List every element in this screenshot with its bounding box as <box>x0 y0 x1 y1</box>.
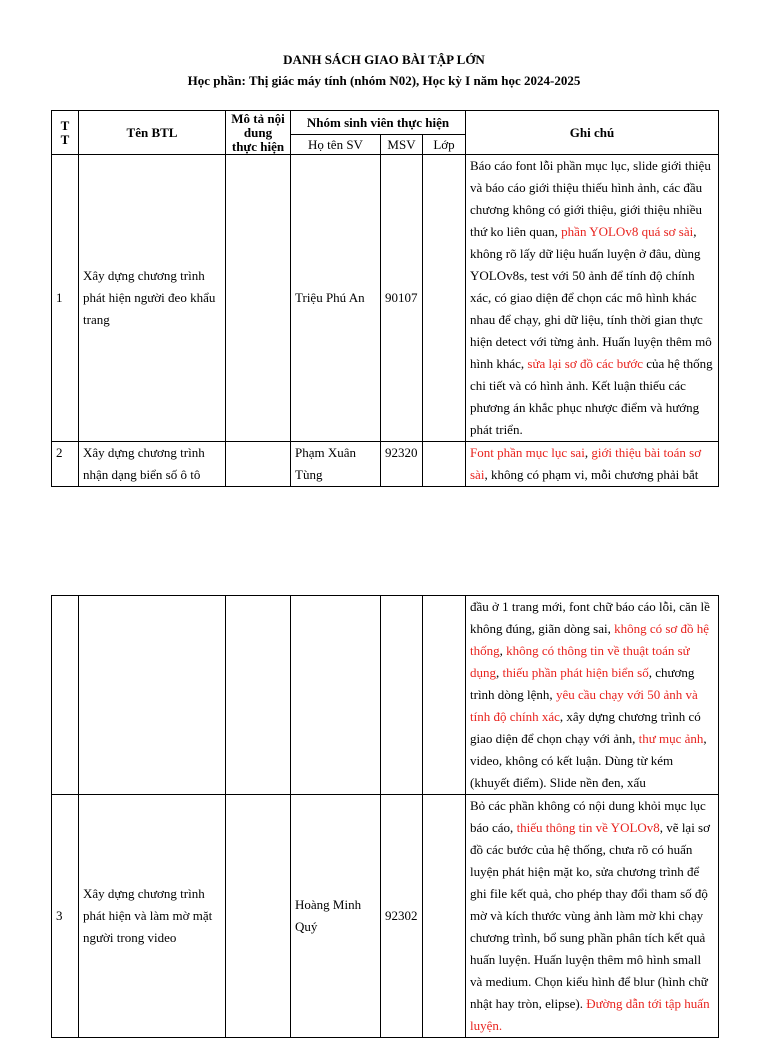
row-lop <box>423 795 466 1038</box>
row-msv: 90107 <box>381 155 423 442</box>
header-ghi-chu: Ghi chú <box>466 111 719 155</box>
row-lop <box>423 442 466 487</box>
row-ghi-chu <box>466 596 719 795</box>
note-highlight: thiếu thông tin về YOLOv8 <box>516 820 660 835</box>
assignment-table <box>51 110 719 487</box>
row-tt: 1 <box>52 155 79 442</box>
header-ho-ten: Họ tên SV <box>291 135 381 155</box>
note-text: , vẽ lại sơ đồ các bước của hệ thống, chưa rõ có huấn luyện phát hiện mặt ko, sửa chương trình để ghi file kết quả, cho phép thay đổi tham số độ mờ và kích thước vùng ảnh làm mờ khi chạy chương trình, bổ sung phần phân tích kết quả huấn luyện. Huấn luyện thêm mô hình small và medium. Chọn kiểu hình để blur (hình chữ nhật hay tròn, elipse). <box>470 820 710 1011</box>
header-msv: MSV <box>381 135 423 155</box>
row-mo-ta <box>226 155 291 442</box>
note-highlight: yêu cầu chạy với 50 ảnh và tính độ chính xác <box>470 687 698 724</box>
note-highlight: sửa lại sơ đồ các bước <box>527 356 643 371</box>
note-text: , <box>499 643 507 658</box>
note-text: Báo cáo font lỗi phần mục lục, slide giới thiệu và báo cáo giới thiệu thiếu hình ảnh, các đầu chương không có giới thiệu, giới thiệu nhiều thứ ko liên quan, <box>470 158 711 239</box>
note-text: , xây dựng chương trình có giao diện để chọn chạy với ảnh, <box>470 709 701 746</box>
row-msv: 92302 <box>381 795 423 1038</box>
document-subtitle: Học phần: Thị giác máy tính (nhóm N02), Học kỳ I năm học 2024-2025 <box>187 73 581 88</box>
note-text: , không rõ lấy dữ liệu huấn luyện ở đâu, dùng YOLOv8s, test với 50 ảnh để tính độ chính xác, có giao diện để chọn các mô hình khác nhau để chạy, ghi dữ liệu, tính thời gian thực hiện detect với từng ảnh. Huấn luyện thêm mô hình khác, <box>470 224 712 371</box>
note-highlight: thư mục ảnh <box>638 731 704 746</box>
note-highlight: thiếu phần phát hiện biển số <box>502 665 649 680</box>
row-ho-ten: Hoàng Minh Quý <box>291 795 381 1038</box>
row-ghi-chu <box>466 155 719 442</box>
row-tt: 2 <box>52 442 79 487</box>
row-lop <box>423 155 466 442</box>
row-ho-ten: Phạm Xuân Tùng <box>291 442 381 487</box>
row-msv: 92320 <box>381 442 423 487</box>
note-text: , video, không có kết luận. Dùng từ kém (khuyết điểm). Slide nền đen, xấu <box>470 731 707 790</box>
row-ghi-chu <box>466 795 719 1038</box>
note-text: Bỏ các phần không có nội dung khỏi mục lục báo cáo, <box>470 798 706 835</box>
table-row <box>52 155 719 442</box>
header-mo-ta: Mô tả nội dung thực hiện <box>226 111 291 155</box>
row-ten-btl: Xây dựng chương trình nhận dạng biển số ô tô <box>79 442 226 487</box>
header-lop: Lớp <box>423 135 466 155</box>
row-ten-btl <box>79 596 226 795</box>
row-ghi-chu <box>466 442 719 487</box>
note-text: đầu ở 1 trang mới, font chữ báo cáo lỗi, căn lề không đúng, giãn dòng sai, <box>470 599 710 636</box>
note-text: của hệ thống chi tiết và có hình ảnh. Kết luận thiếu các phương án khắc phục nhược điểm và hướng phát triển. <box>470 356 713 437</box>
note-text: , không có phạm vi, mỗi chương phải bắt <box>484 467 699 482</box>
header-nhom: Nhóm sinh viên thực hiện <box>291 111 466 135</box>
note-highlight: không có sơ đồ hệ thống <box>470 621 710 658</box>
note-highlight: giới thiệu bài toán sơ sài <box>470 445 702 482</box>
table-row <box>52 596 719 795</box>
note-text: , <box>584 445 592 460</box>
assignment-table-continued <box>51 595 719 1038</box>
row-tt <box>52 596 79 795</box>
table-row <box>52 442 719 487</box>
row-ho-ten <box>291 596 381 795</box>
row-mo-ta <box>226 795 291 1038</box>
row-mo-ta <box>226 442 291 487</box>
note-text: , <box>496 665 503 680</box>
row-ten-btl: Xây dựng chương trình phát hiện và làm mờ mặt người trong video <box>79 795 226 1038</box>
document-title: DANH SÁCH GIAO BÀI TẬP LỚN <box>283 52 485 67</box>
row-ho-ten: Triệu Phú An <box>291 155 381 442</box>
table-row <box>52 795 719 1038</box>
header-tt: T T <box>52 111 79 155</box>
note-highlight: phần YOLOv8 quá sơ sài <box>561 224 694 239</box>
row-mo-ta <box>226 596 291 795</box>
row-msv <box>381 596 423 795</box>
row-tt: 3 <box>52 795 79 1038</box>
note-highlight: không có thông tin về thuật toán sử dụng <box>470 643 690 680</box>
header-ten-btl: Tên BTL <box>79 111 226 155</box>
note-highlight: Đường dẫn tới tập huấn luyện. <box>470 996 710 1033</box>
note-highlight: Font phần mục lục sai <box>470 445 585 460</box>
row-ten-btl: Xây dựng chương trình phát hiện người đeo khẩu trang <box>79 155 226 442</box>
note-text: , chương trình dòng lệnh, <box>470 665 695 702</box>
row-lop <box>423 596 466 795</box>
